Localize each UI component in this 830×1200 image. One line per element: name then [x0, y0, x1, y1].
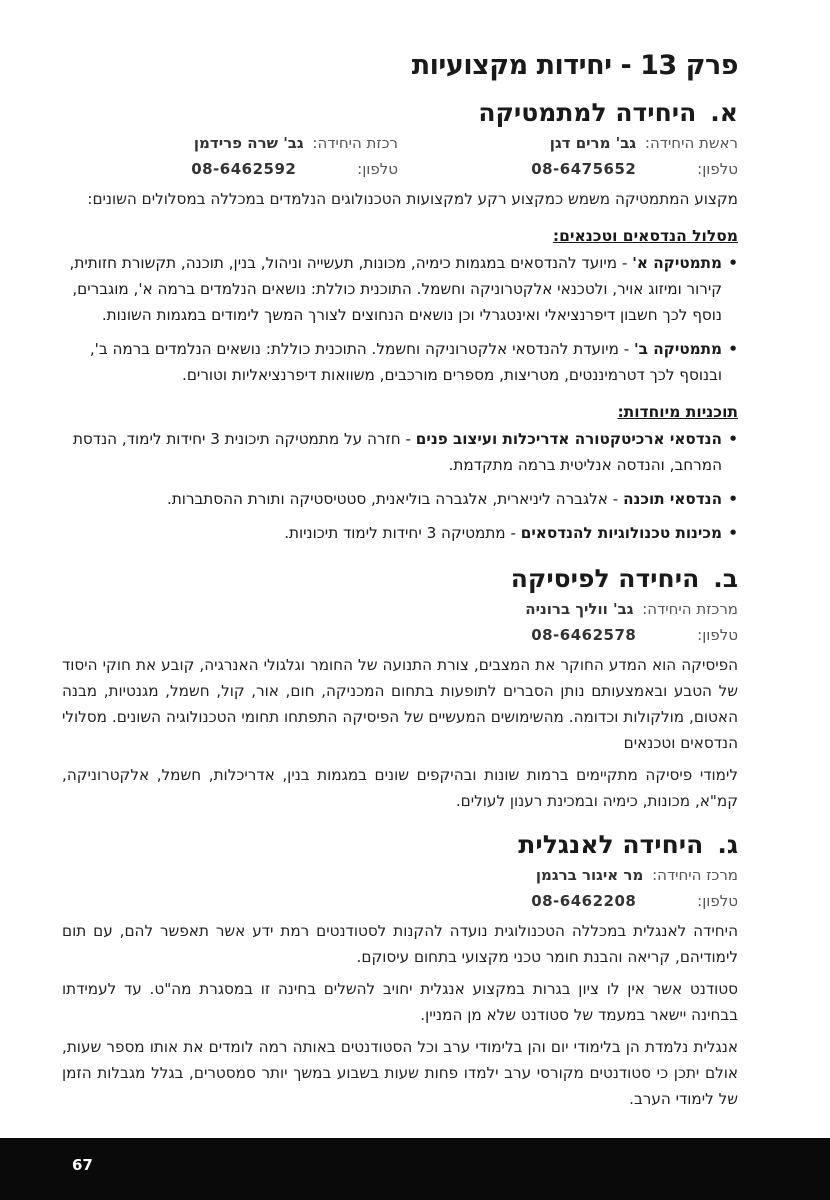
math-special-list: [62, 426, 738, 546]
english-contacts: [62, 862, 738, 914]
math-coord-label: רכזת היחידה:: [312, 134, 398, 152]
english-coord-label: מרכז היחידה:: [652, 866, 738, 884]
math-heading: [62, 98, 738, 128]
english-heading: [62, 830, 738, 860]
list-item: [62, 250, 738, 328]
physics-phone-label: טלפון:: [697, 626, 738, 644]
math-head-phone: 08-6475652: [531, 160, 637, 178]
list-item: [62, 426, 738, 478]
physics-contacts: [62, 596, 738, 648]
physics-title: היחידה לפיסיקה: [510, 564, 700, 593]
math-title: היחידה למתמטיקה: [478, 98, 697, 127]
bullet-icon: •: [728, 430, 738, 448]
item-title: מתמטיקה ב': [634, 340, 722, 358]
physics-paragraph-2: לימודי פיסיקה מתקיימים ברמות שונות ובהיקפים שונים במגמות בנין, אדריכלות, חשמל, אלקטרוניקה, קמ"א, מכונות, כימיה ובמכינת רענון לעולים.: [62, 766, 738, 810]
item-text: - מיועדת להנדסאי אלקטרוניקה וחשמל. התוכנית כוללת: נושאים הנלמדים ברמה ב', ובנוסף לכך דטרמיננטים, מטריצות, מספרים מורכבים, משוואות דיפרנציאליות וטורים.: [89, 340, 722, 384]
item-text: - מיועד להנדסאים במגמות כימיה, מכונות, תעשייה וניהול, בנין, תוכנה, תקשורת חזותית, קירור ומיזוג אויר, ולטכנאי אלקטרוניקה וחשמל. התוכנית כוללת: נושאים הנלמדים ברמה א', מוגברים, נוסף לכך חשבון דיפרנציאלי ואינטגרלי וכן נושאים הנחוצים לצורך המשך לימודים במגמות השונות.: [69, 254, 722, 324]
math-track-list: [62, 250, 738, 388]
math-track-title: מסלול הנדסאים וטכנאים:: [552, 227, 738, 245]
math-letter: א.: [710, 98, 738, 127]
physics-letter: ב.: [713, 564, 738, 593]
physics-coord-name: גב' ווליך ברוניה: [525, 600, 634, 618]
math-head-name: גב' מרים דגן: [549, 134, 637, 152]
math-coord-phone: 08-6462592: [191, 160, 297, 178]
english-phone-label: טלפון:: [697, 892, 738, 910]
physics-heading: [62, 564, 738, 594]
english-phone: 08-6462208: [531, 892, 637, 910]
page-number: 67: [72, 1156, 93, 1174]
english-paragraph-2: סטודנט אשר אין לו ציון בגרות במקצוע אנגלית יחויב להשלים בחינה זו במסגרת מה"ט. עד לעמידתו בבחינה יישאר במעמד של סטודנט שלא מן המניין.: [62, 980, 738, 1024]
physics-coord-label: מרכזת היחידה:: [642, 600, 738, 618]
item-title: מכינות טכנולוגיות להנדסאים: [520, 524, 722, 542]
english-paragraph-1: היחידה לאנגלית במכללה הטכנולוגית נועדה להקנות לסטודנטים רמת ידע אשר תאפשר להם, עם תום לימודיהם, קריאה והבנת חומר טכני מקצועי בתחום עיסוקם.: [62, 922, 738, 966]
list-item: [62, 486, 738, 512]
bullet-icon: •: [728, 490, 738, 508]
physics-section: [62, 564, 738, 814]
list-item: [62, 336, 738, 388]
math-section: [62, 98, 738, 546]
english-section: [62, 830, 738, 1112]
math-coord-phone-label: טלפון:: [357, 160, 398, 178]
item-title: הנדסאי ארכיטקטורה אדריכלות ועיצוב פנים: [415, 430, 722, 448]
bullet-icon: •: [728, 254, 738, 272]
bullet-icon: •: [728, 524, 738, 542]
item-title: מתמטיקה א': [632, 254, 722, 272]
item-title: הנדסאי תוכנה: [623, 490, 722, 508]
physics-phone: 08-6462578: [531, 626, 637, 644]
english-letter: ג.: [717, 830, 738, 859]
english-coord-name: מר איגור ברגמן: [535, 866, 644, 884]
english-paragraph-3: אנגלית נלמדת הן בלימודי יום והן בלימודי ערב וכל הסטודנטים באותה רמה לומדים את אותו מספר שעות, אולם יתכן כי סטודנטים מקורסי ערב ילמדו פחות שעות בשבוע במשך יותר סמסטרים, בגלל מגבלות הזמן של לימודי הערב.: [62, 1038, 738, 1108]
item-text: - אלגברה ליניארית, אלגברה בוליאנית, סטטיסטיקה ותורת ההסתברות.: [167, 490, 619, 508]
math-intro: מקצוע המתמטיקה משמש כמקצוע רקע למקצועות הטכנולוגים הנלמדים במכללה במסלולים השונים:: [87, 190, 738, 208]
item-text: - מתמטיקה 3 יחידות לימוד תיכוניות.: [284, 524, 516, 542]
math-head-label: ראשת היחידה:: [644, 134, 738, 152]
item-text: - חזרה על מתמטיקה תיכונית 3 יחידות לימוד, הנדסת המרחב, והנדסה אנליטית ברמה מתקדמת.: [72, 430, 722, 474]
math-special-title: תוכניות מיוחדות:: [617, 403, 738, 421]
bullet-icon: •: [728, 340, 738, 358]
math-coord-name: גב' שרה פרידמן: [193, 134, 304, 152]
math-contacts: [62, 130, 738, 182]
page-footer: [0, 1138, 830, 1200]
english-title: היחידה לאנגלית: [518, 830, 704, 859]
chapter-title: פרק 13 - יחידות מקצועיות: [411, 50, 738, 81]
physics-paragraph-1: הפיסיקה הוא המדע החוקר את המצבים, צורת התנועה של החומר וגלגולי האנרגיה, קובע את חוקי היסוד של הטבע ובאמצעותם נותן הסברים לתופעות בתחום המכניקה, חום, אור, קול, חשמל, מגנטיות, מבנה האטום, מולקולות וכדומה. מהשימושים המעשיים של הפיסיקה התפתחו תחומי הטכנולוגיה השונים. מסלולי הנדסאים וטכנאים: [62, 656, 738, 752]
list-item: [62, 520, 738, 546]
math-head-phone-label: טלפון:: [697, 160, 738, 178]
